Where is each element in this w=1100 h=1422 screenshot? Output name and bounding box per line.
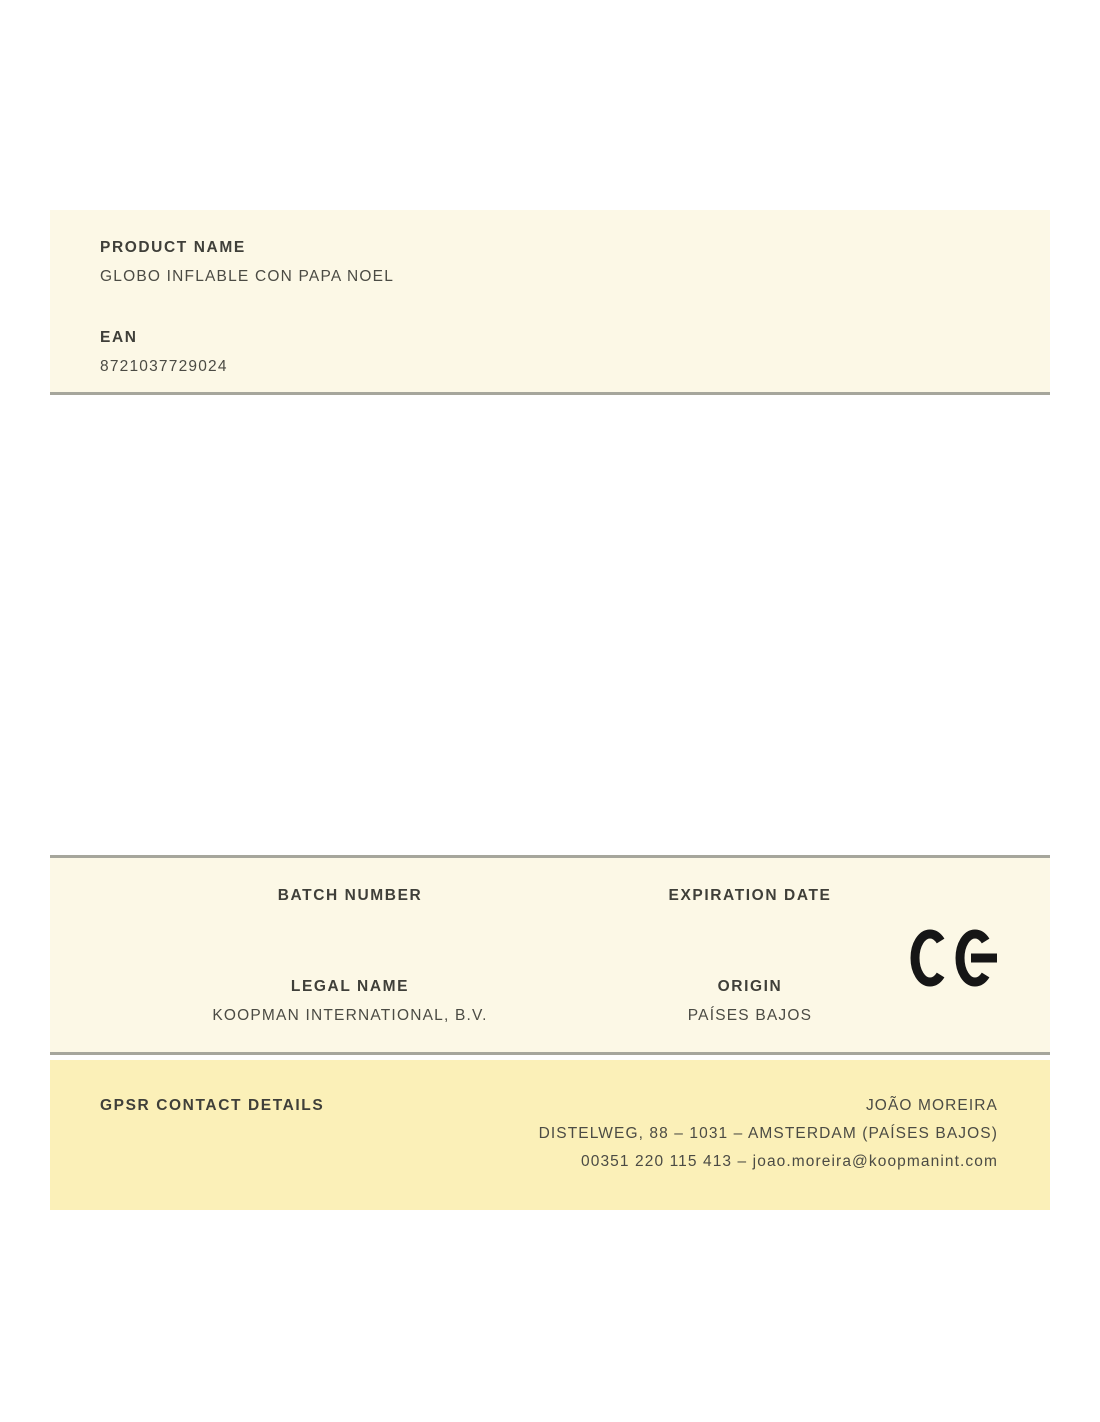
ce-mark-icon — [905, 925, 1000, 991]
product-name-label: PRODUCT NAME — [100, 239, 246, 256]
legal-name-label: LEGAL NAME — [290, 978, 410, 995]
batch-number-field — [150, 886, 550, 934]
expiration-date-field — [550, 886, 950, 934]
ean-value: 8721037729024 — [100, 358, 228, 375]
origin-label: ORIGIN — [717, 978, 783, 995]
gpsr-contact-phone-email: 00351 220 115 413 – joao.moreira@koopmanint.com — [581, 1153, 998, 1170]
gpsr-contact-details-label: GPSR CONTACT DETAILS — [100, 1097, 325, 1114]
gpsr-contact-block — [539, 1092, 998, 1176]
gpsr-contact-address: DISTELWEG, 88 – 1031 – AMSTERDAM (PAÍSES BAJOS) — [538, 1125, 998, 1142]
gpsr-contact-name: JOÃO MOREIRA — [865, 1097, 998, 1114]
product-name-field — [100, 238, 1000, 286]
gpsr-section — [50, 1060, 1050, 1210]
ean-label: EAN — [100, 329, 138, 346]
product-name-value: GLOBO INFLABLE CON PAPA NOEL — [100, 268, 395, 285]
batch-number-value — [150, 915, 550, 934]
batch-section — [50, 855, 1050, 1055]
expiration-date-label: EXPIRATION DATE — [668, 887, 832, 904]
origin-value: PAÍSES BAJOS — [687, 1007, 813, 1024]
product-section — [50, 210, 1050, 395]
batch-grid — [150, 858, 950, 1068]
legal-name-field — [150, 977, 550, 1025]
batch-number-label: BATCH NUMBER — [277, 887, 423, 904]
ean-field — [100, 328, 1000, 376]
origin-field — [550, 977, 950, 1025]
legal-name-value: KOOPMAN INTERNATIONAL, B.V. — [212, 1007, 488, 1024]
expiration-date-value — [550, 915, 950, 934]
